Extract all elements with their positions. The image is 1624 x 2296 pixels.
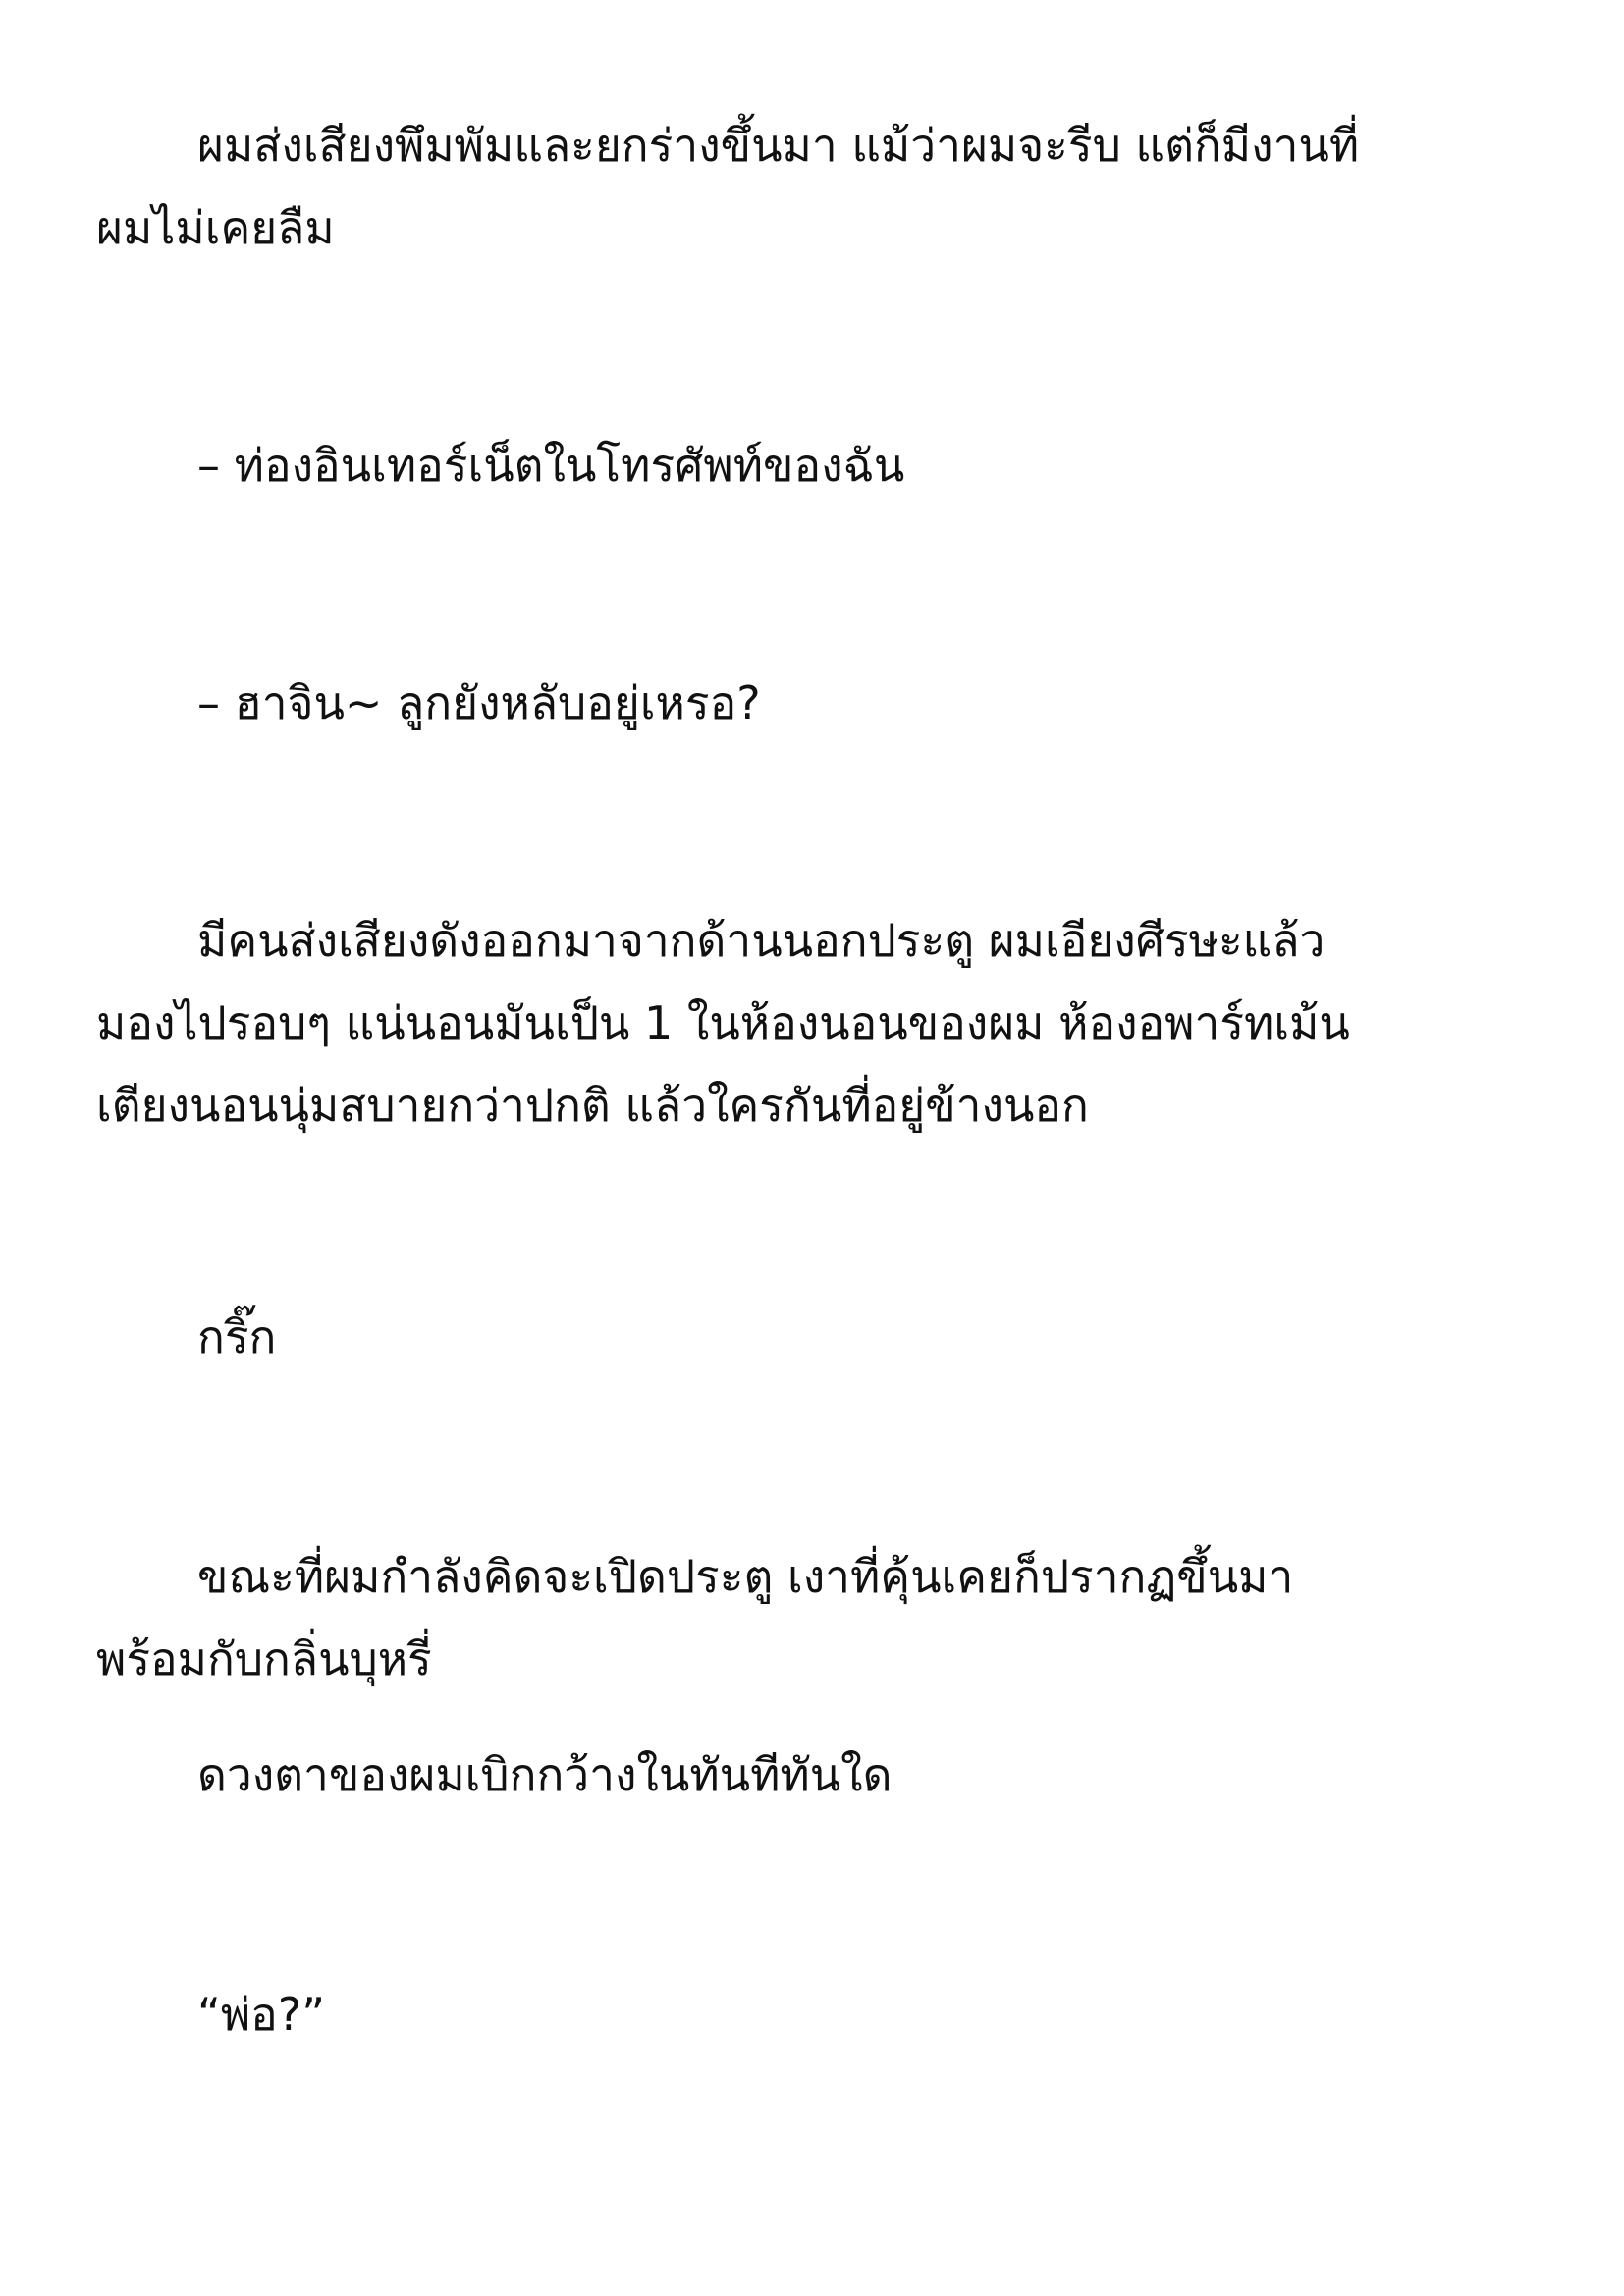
- text-line: ผมส่งเสียงพึมพัมและยกร่างขึ้นมา แม้ว่าผมจะรีบ แต่ก็มีงานที่: [197, 119, 1360, 172]
- text-line: เตียงนอนนุ่มสบายกว่าปกติ แล้วใครกันที่อยู่ข้างนอก: [96, 1079, 1089, 1132]
- text-line: มองไปรอบๆ แน่นอนมันเป็น 1 ในห้องนอนของผม ห้องอพาร์ทเม้น: [96, 996, 1350, 1049]
- paragraph-browse-internet: [96, 424, 1540, 507]
- paragraph-click-sound: [96, 1296, 1540, 1378]
- text-line: พร้อมกับกลิ่นบุหรี่: [96, 1632, 432, 1685]
- paragraph-familiar-shadow: [96, 1535, 1540, 1700]
- paragraph-eyes-widen: [96, 1734, 1540, 1816]
- text-line: – ท่องอินเทอร์เน็ตในโทรศัพท์ของฉัน: [197, 439, 905, 492]
- text-line: “พ่อ?”: [197, 1988, 326, 2041]
- text-line: ขณะที่ผมกำลังคิดจะเปิดประตู เงาที่คุ้นเคยก็ปรากฏขึ้นมา: [197, 1550, 1294, 1603]
- paragraph-murmur: [96, 104, 1540, 269]
- text-line: กริ๊ก: [197, 1310, 277, 1363]
- text-line: มีคนส่งเสียงดังออกมาจากด้านนอกประตู ผมเอียงศีรษะแล้ว: [197, 914, 1326, 967]
- text-line: ดวงตาของผมเบิกกว้างในทันทีทันใด: [197, 1748, 893, 1801]
- text-line: – ฮาจิน~ ลูกยังหลับอยู่เหรอ?: [197, 676, 761, 729]
- text-line: ผมไม่เคยลืม: [96, 201, 335, 254]
- paragraph-hajin-call: [96, 662, 1540, 744]
- paragraph-dad-dialogue: [96, 1973, 1540, 2056]
- paragraph-voice-outside: [96, 899, 1540, 1147]
